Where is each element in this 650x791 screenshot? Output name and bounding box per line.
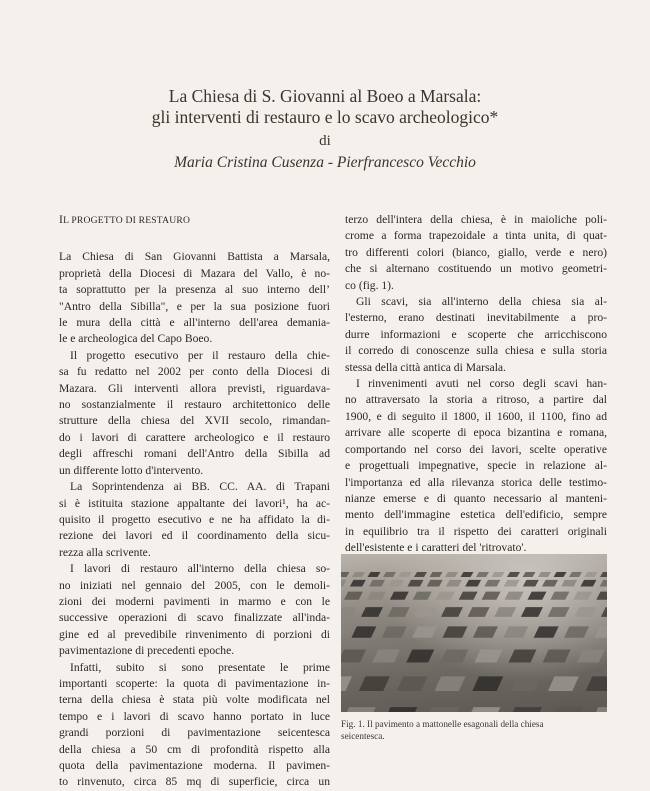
floor-tile [425,707,459,712]
right-column-line: mento dell'immagine estetica dell'edificio, sempre [345,508,607,522]
floor-tile [440,650,468,663]
left-column-line: Mazara. Gli interventi allora previsti, riguardava- [59,381,330,395]
floor-tile [461,572,474,577]
floor-tile [459,592,478,600]
floor-tiles-illustration [341,554,607,712]
right-column-line: l'esterno, erano destinati inevitabilmente a pro- [345,311,607,325]
figure-caption [341,718,611,742]
left-column-line: La Soprintendenza ai BB. CC. AA. di Trapani [70,480,330,494]
floor-tile [569,572,582,577]
article-title [0,86,650,128]
right-column-line: no attraversato la storia a ritroso, a partire dal [345,393,607,407]
floor-tile [474,650,502,663]
floor-tile [600,580,607,587]
floor-tile [508,707,542,712]
floor-tile [523,580,539,587]
right-column-line: e progettuali impegnative, specie in relazione al- [345,459,607,473]
floor-tile [414,607,436,617]
floor-tile [445,572,458,577]
left-column-line: quota della pavimentazione moderna. Il pavimen- [59,759,330,772]
floor-tile [492,572,505,577]
byline-di: di [319,133,331,149]
floor-tile [549,707,583,712]
left-column-line: tempo e i lavori di scavo hanno portato in luce [59,709,330,723]
floor-tile [564,626,589,637]
right-column-line: tro differenti colori (bianco, giallo, verde e nero) [345,245,607,259]
left-column-line: le e archeologica del Capo Boeo. [59,332,213,346]
floor-tile [476,572,489,577]
floor-tile [341,676,352,691]
floor-tile [574,607,596,617]
floor-tile [407,580,423,587]
floor-tile [586,676,607,691]
left-column-line: gine ed al prevedibile rinvenimento di porzioni di [59,627,330,641]
left-column-line: "Antro della Sibilla", e per la sua posizione fuori [59,299,330,313]
floor-tile [542,580,558,587]
floor-tile [594,626,607,637]
floor-tile [473,626,498,637]
right-column-line: comportando nel corso dei lavori, scelte operative [345,442,607,456]
floor-tile [382,626,407,637]
left-column-line: le mura della città e all'interno dell'area demania- [59,316,330,330]
left-column-line: rezza alla scrivente. [59,545,151,559]
left-column-line: sa fu redatto nel 2002 per conto della Diocesi di [59,365,330,379]
floor-tile [388,607,410,617]
left-column-line: ta soprattutto per la presenza al suo interno dell’ [59,283,330,297]
left-column-line: degli affreschi romani dell'Antro della Sibilla ad [59,447,330,461]
floor-tile [509,650,537,663]
article-title-line-1: La Chiesa di S. Giovanni al Boeo a Marsala: [168,86,482,106]
left-column-line: rezione dei lavori ed il coordinamento della sicu- [59,529,330,543]
right-column [345,212,607,557]
caption-line-2: seicentesca. [341,731,385,741]
right-column-line: l'importanza ed alla rilevanza storica delle testimo- [345,475,607,489]
floor-tile [414,572,427,577]
floor-tile [390,592,409,600]
floor-tile [441,607,463,617]
floor-tile [504,580,520,587]
floor-tile [507,572,520,577]
floor-tile [383,572,396,577]
floor-tile [359,676,390,691]
floor-tile [427,580,443,587]
left-column-line: terna della chiesa è stata più volte modificata nel [59,693,330,707]
right-column-line: terzo dell'intera della chiesa, è in maioliche poli- [345,213,607,226]
floor-tile [446,580,462,587]
right-column-line: in equilibrio tra il rispetto dei caratteri originali [345,524,607,538]
floor-tile [341,626,346,637]
floor-tile [466,707,500,712]
floor-tile [465,580,481,587]
floor-tile [372,650,400,663]
section-heading-text: IL PROGETTO DI RESTAURO [59,213,191,226]
floor-tile [585,572,598,577]
left-column-line: si è istituita stazione appaltante dei lavori¹, ha ac- [59,496,330,510]
floor-tile [596,592,607,600]
floor-tile [434,676,465,691]
floor-tile [505,592,524,600]
left-column-line: La Chiesa di San Giovanni Battista a Marsala, [59,250,330,264]
right-column-line: arrivare alle scoperte di epoca bizantina e romana, [345,426,607,440]
floor-tile [527,592,546,600]
left-column-line: successive operazioni di scavo finalizzate all'inda- [59,611,330,625]
floor-tile [443,626,468,637]
left-column [59,212,330,791]
floor-tile [413,592,432,600]
right-column-line: stessa della città antica di Marsala. [345,360,506,374]
floor-tile [523,572,536,577]
floor-tile [406,650,434,663]
right-column-line: I rinvenimenti avuti nel corso degli scavi han- [356,377,607,391]
floor-tile [554,572,567,577]
floor-tile [388,580,404,587]
left-column-line: do i lavori di carattere archeologico e il restauro [59,430,330,444]
left-column-text [59,249,330,790]
floor-tile [543,650,571,663]
floor-tile [341,580,347,587]
left-column-line: no sostanzialmente il restauro architettonico delle [59,398,330,412]
floor-tile [580,580,596,587]
floor-tile [436,592,455,600]
left-column-line: grandi porzioni di pavimentazione seicentesca [59,726,330,740]
left-column-line: pavimentazione di precedenti epoche. [59,644,235,658]
right-column-text [345,212,607,557]
floor-tile [472,676,503,691]
floor-tile [399,572,412,577]
floor-tile [538,572,551,577]
left-column-line: I lavori di restauro all'interno della chiesa so- [70,562,330,576]
floor-tile [397,676,428,691]
article-authors: Maria Cristina Cusenza - Pierfrancesco Vecchio [174,154,476,171]
floor-tile [561,580,577,587]
left-column-line: no iniziati nel gennaio del 2005, con le demoli- [59,578,330,592]
section-heading [59,212,330,229]
floor-tile [600,572,607,577]
floor-tile [344,592,363,600]
floor-tile [367,592,386,600]
floor-tile [368,572,381,577]
floor-tile [351,626,376,637]
floor-tile [484,580,500,587]
floor-tile [412,626,437,637]
floor-tile [369,580,385,587]
left-column-line: Il progetto esecutivo per il restauro della chie- [70,348,330,362]
floor-tile [577,650,605,663]
figure-photo-tiled-floor [341,554,607,712]
left-column-line: quisito il progetto esecutivo e ne ha affidato la di- [59,512,330,526]
floor-tile [534,626,559,637]
right-column-line: dell'esistente e i caratteri del 'ritrovato'. [345,541,527,555]
floor-tile [591,707,607,712]
left-column-line: to rinvenuto, circa 85 mq di superficie, circa un [59,775,330,789]
floor-tile [350,580,366,587]
right-column-line: crome a forma trapezoidale a tinta unita, di quat- [345,229,607,243]
right-column-line: durre informazioni e scoperte che arricchiscono [345,327,607,341]
floor-tile [494,607,516,617]
right-column-line: Gli scavi, sia all'interno della chiesa sia al- [356,295,607,309]
article-title-line-2: gli interventi di restauro e lo scavo archeologico* [151,107,499,127]
floor-tile [361,607,383,617]
floor-tile [548,676,579,691]
floor-tile [573,592,592,600]
floor-tile [430,572,443,577]
floor-tile [341,572,350,577]
left-column-line: proprietà della Diocesi di Mazara del Vallo, è no- [59,266,330,280]
floor-tile [510,676,541,691]
floor-tile [383,707,417,712]
left-column-line: importanti scoperte: la quota di pavimentazione in- [59,676,330,690]
right-column-line: nianze emerse e di quanto necessario al manteni- [345,491,607,505]
floor-tile [342,707,376,712]
floor-tile [468,607,490,617]
floor-tile [601,607,607,617]
right-column-line: 1900, e di seguito il 1800, il 1600, il 1100, fino ad [345,409,607,423]
right-column-line: che si alternano costituendo un motivo geometri- [345,262,607,276]
left-column-line: della chiesa a 50 cm di profondità rispetto alla [59,742,330,756]
left-column-line: zioni dei moderni pavimenti in marmo e con le [59,594,330,608]
floor-tile [341,650,366,663]
floor-tile [550,592,569,600]
left-column-line: strutture della chiesa del XVII secolo, rimandan- [59,414,330,428]
floor-tile [503,626,528,637]
left-column-line: Infatti, subito si sono presentate le prime [70,660,330,674]
right-column-line: il corredo di conoscenze sulla chiesa e sulla storia [345,344,607,358]
right-column-line: co (fig. 1). [345,278,394,292]
floor-tile [352,572,365,577]
floor-tile [548,607,570,617]
floor-tile [341,607,356,617]
floor-tile [482,592,501,600]
caption-line-1: Fig. 1. Il pavimento a mattonelle esagonali della chiesa [341,719,544,729]
left-column-line: un differente lotto d'intervento. [59,463,204,477]
floor-tile [521,607,543,617]
